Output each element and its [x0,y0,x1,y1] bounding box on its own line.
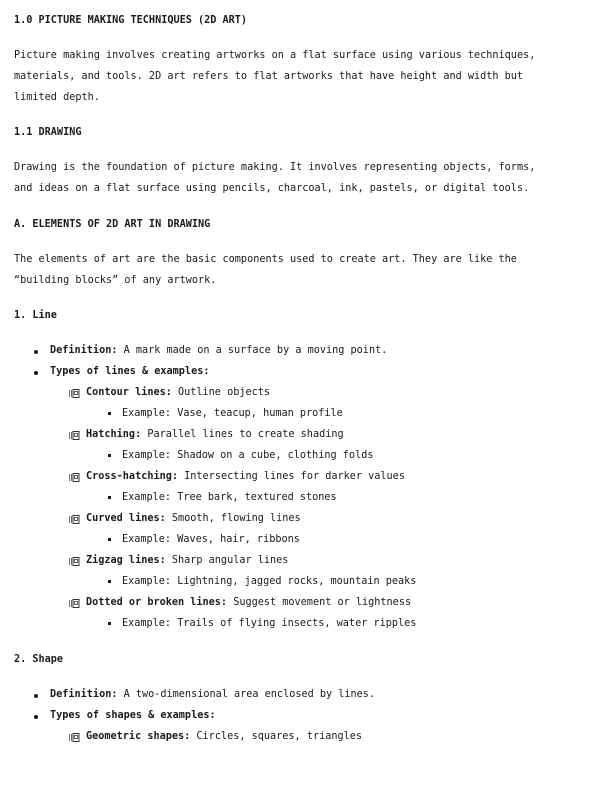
square-bullet-icon [108,454,111,457]
type-name: Geometric shapes: [86,731,191,742]
type-name: Cross-hatching: [86,471,179,482]
book-icon [69,473,80,482]
square-bullet-icon [108,538,111,541]
shape-definition [50,688,375,702]
line-type-hatching [86,428,344,442]
definition-text: A two-dimensional area enclosed by lines. [117,689,376,700]
type-name: Hatching: [86,429,142,440]
elements-line-1: The elements of art are the basic components used to create art. They are like the [14,254,517,265]
type-desc: Smooth, flowing lines [165,513,301,524]
intro-line-2: materials, and tools. 2D art refers to flat artworks that have height and width but [14,71,524,82]
type-name: Contour lines: [86,387,172,398]
line-types-label: Types of lines & examples: [50,366,210,377]
book-icon [69,733,80,742]
shape-type-geometric [86,730,362,744]
line-type-contour [86,386,270,400]
type-desc: Circles, squares, triangles [190,731,363,742]
section-heading-elements: A. ELEMENTS OF 2D ART IN DRAWING [14,219,211,230]
intro-line-3: limited depth. [14,92,100,103]
line-type-cross-hatching-example: Example: Tree bark, textured stones [122,492,337,503]
type-desc: Suggest movement or lightness [227,597,412,608]
line-type-curved-example: Example: Waves, hair, ribbons [122,534,300,545]
drawing-line-2: and ideas on a flat surface using pencils, charcoal, ink, pastels, or digital tools. [14,183,530,194]
line-definition [50,344,387,358]
definition-text: A mark made on a surface by a moving point. [117,345,388,356]
definition-label: Definition: [50,345,118,356]
book-icon [69,599,80,608]
disc-bullet-icon [34,371,38,375]
book-icon [69,389,80,398]
line-type-zigzag [86,554,288,568]
disc-bullet-icon [34,694,38,698]
book-icon [69,557,80,566]
square-bullet-icon [108,580,111,583]
elements-line-2: “building blocks” of any artwork. [14,275,217,286]
type-desc: Sharp angular lines [165,555,289,566]
line-type-dotted-example: Example: Trails of flying insects, water ripples [122,618,417,629]
book-icon [69,431,80,440]
line-type-curved [86,512,301,526]
element-heading-shape: 2. Shape [14,654,64,665]
line-type-contour-example: Example: Vase, teacup, human profile [122,408,343,419]
type-desc: Outline objects [171,387,271,398]
type-name: Curved lines: [86,513,166,524]
type-name: Dotted or broken lines: [86,597,228,608]
line-type-cross-hatching [86,470,405,484]
line-type-dotted [86,596,411,610]
square-bullet-icon [108,496,111,499]
intro-line-1: Picture making involves creating artworks on a flat surface using various techniques, [14,50,536,61]
shape-types-label: Types of shapes & examples: [50,710,216,721]
element-heading-line: 1. Line [14,310,57,321]
type-desc: Intersecting lines for darker values [178,471,405,482]
section-heading-drawing: 1.1 DRAWING [14,127,82,138]
type-name: Zigzag lines: [86,555,166,566]
square-bullet-icon [108,412,111,415]
disc-bullet-icon [34,350,38,354]
page-title: 1.0 PICTURE MAKING TECHNIQUES (2D ART) [14,15,248,26]
definition-label: Definition: [50,689,118,700]
square-bullet-icon [108,622,111,625]
type-desc: Parallel lines to create shading [141,429,344,440]
book-icon [69,515,80,524]
disc-bullet-icon [34,715,38,719]
drawing-line-1: Drawing is the foundation of picture making. It involves representing objects, forms, [14,162,536,173]
line-type-hatching-example: Example: Shadow on a cube, clothing folds [122,450,374,461]
line-type-zigzag-example: Example: Lightning, jagged rocks, mountain peaks [122,576,417,587]
